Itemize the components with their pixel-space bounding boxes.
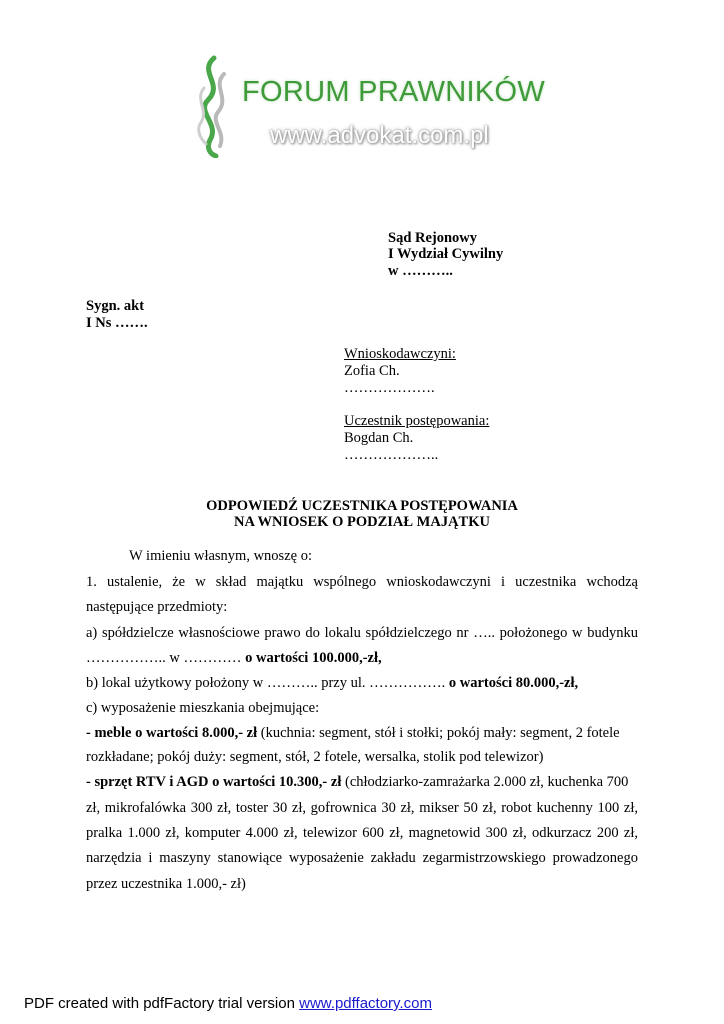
point1-line2: następujące przedmioty: (86, 599, 228, 615)
equipment-line2: zł, mikrofalówka 300 zł, toster 30 zł, gofrownica 30 zł, mikser 50 zł, robot kuchenny 100 zł, (86, 800, 638, 816)
intro-line: W imieniu własnym, wnoszę o: (129, 548, 312, 564)
case-reference-label: Sygn. akt (86, 298, 145, 314)
court-name: Sąd Rejonowy (388, 230, 478, 246)
item-a-line2 (86, 650, 638, 666)
pdffactory-link[interactable]: www.pdffactory.com (299, 995, 432, 1012)
participant-label: Uczestnik postępowania: (344, 413, 490, 429)
item-b-value: o wartości 80.000,-zł, (448, 675, 579, 691)
logo-swirl-icon (190, 54, 236, 158)
document-title-line1: ODPOWIEDŹ UCZESTNIKA POSTĘPOWANIA (206, 498, 518, 514)
court-city: w ……….. (388, 263, 453, 279)
furniture-line2: rozkładane; pokój duży: segment, stół, 2 fotele, wersalka, stolik pod telewizor) (86, 749, 544, 765)
item-a-line1: a) spółdzielcze własnościowe prawo do lokalu spółdzielczego nr ….. położonego w budynku (86, 625, 638, 641)
pdf-footer (24, 995, 432, 1012)
forum-prawnikow-logo (190, 50, 550, 160)
item-b-line (86, 675, 638, 691)
case-reference-number: I Ns ……. (86, 315, 148, 331)
item-a-location: …………….. w ………… (86, 650, 246, 666)
participant-address: ……………….. (344, 447, 439, 463)
equipment-line1 (86, 774, 638, 790)
furniture-details: (kuchnia: segment, stół i stołki; pokój mały: segment, 2 fotele (257, 725, 620, 741)
point1-line1: 1. ustalenie, że w skład majątku wspólnego wnioskodawczyni i uczestnika wchodzą (86, 574, 638, 590)
participant-name: Bogdan Ch. (344, 430, 414, 446)
furniture-line1 (86, 725, 638, 741)
court-division: I Wydział Cywilny (388, 246, 504, 262)
equipment-line4: narzędzia i maszyny stanowiące wyposażenie zakładu zegarmistrzowskiego prowadzonego (86, 850, 638, 866)
equipment-line3: pralka 1.000 zł, komputer 4.000 zł, telewizor 600 zł, magnetowid 300 zł, odkurzacz 200 zł, (86, 825, 638, 841)
item-c-line: c) wyposażenie mieszkania obejmujące: (86, 700, 320, 716)
equipment-value: - sprzęt RTV i AGD o wartości 10.300,- zł (86, 774, 342, 790)
applicant-address: ………………. (344, 380, 435, 396)
equipment-line5: przez uczestnika 1.000,- zł) (86, 876, 246, 892)
applicant-name: Zofia Ch. (344, 363, 400, 379)
furniture-value: - meble o wartości 8.000,- zł (86, 725, 258, 741)
item-a-value: o wartości 100.000,-zł, (245, 650, 382, 666)
equipment-details: (chłodziarko-zamrażarka 2.000 zł, kuchenka 700 (341, 774, 629, 790)
item-b-location: b) lokal użytkowy położony w ……….. przy ul. ……………. (86, 675, 449, 691)
logo-title: FORUM PRAWNIKÓW (242, 76, 546, 108)
logo-url: www.advokat.com.pl (270, 122, 489, 149)
document-title-line2: NA WNIOSEK O PODZIAŁ MAJĄTKU (234, 514, 490, 530)
footer-text: PDF created with pdfFactory trial version (24, 995, 300, 1012)
applicant-label: Wnioskodawczyni: (344, 346, 456, 362)
